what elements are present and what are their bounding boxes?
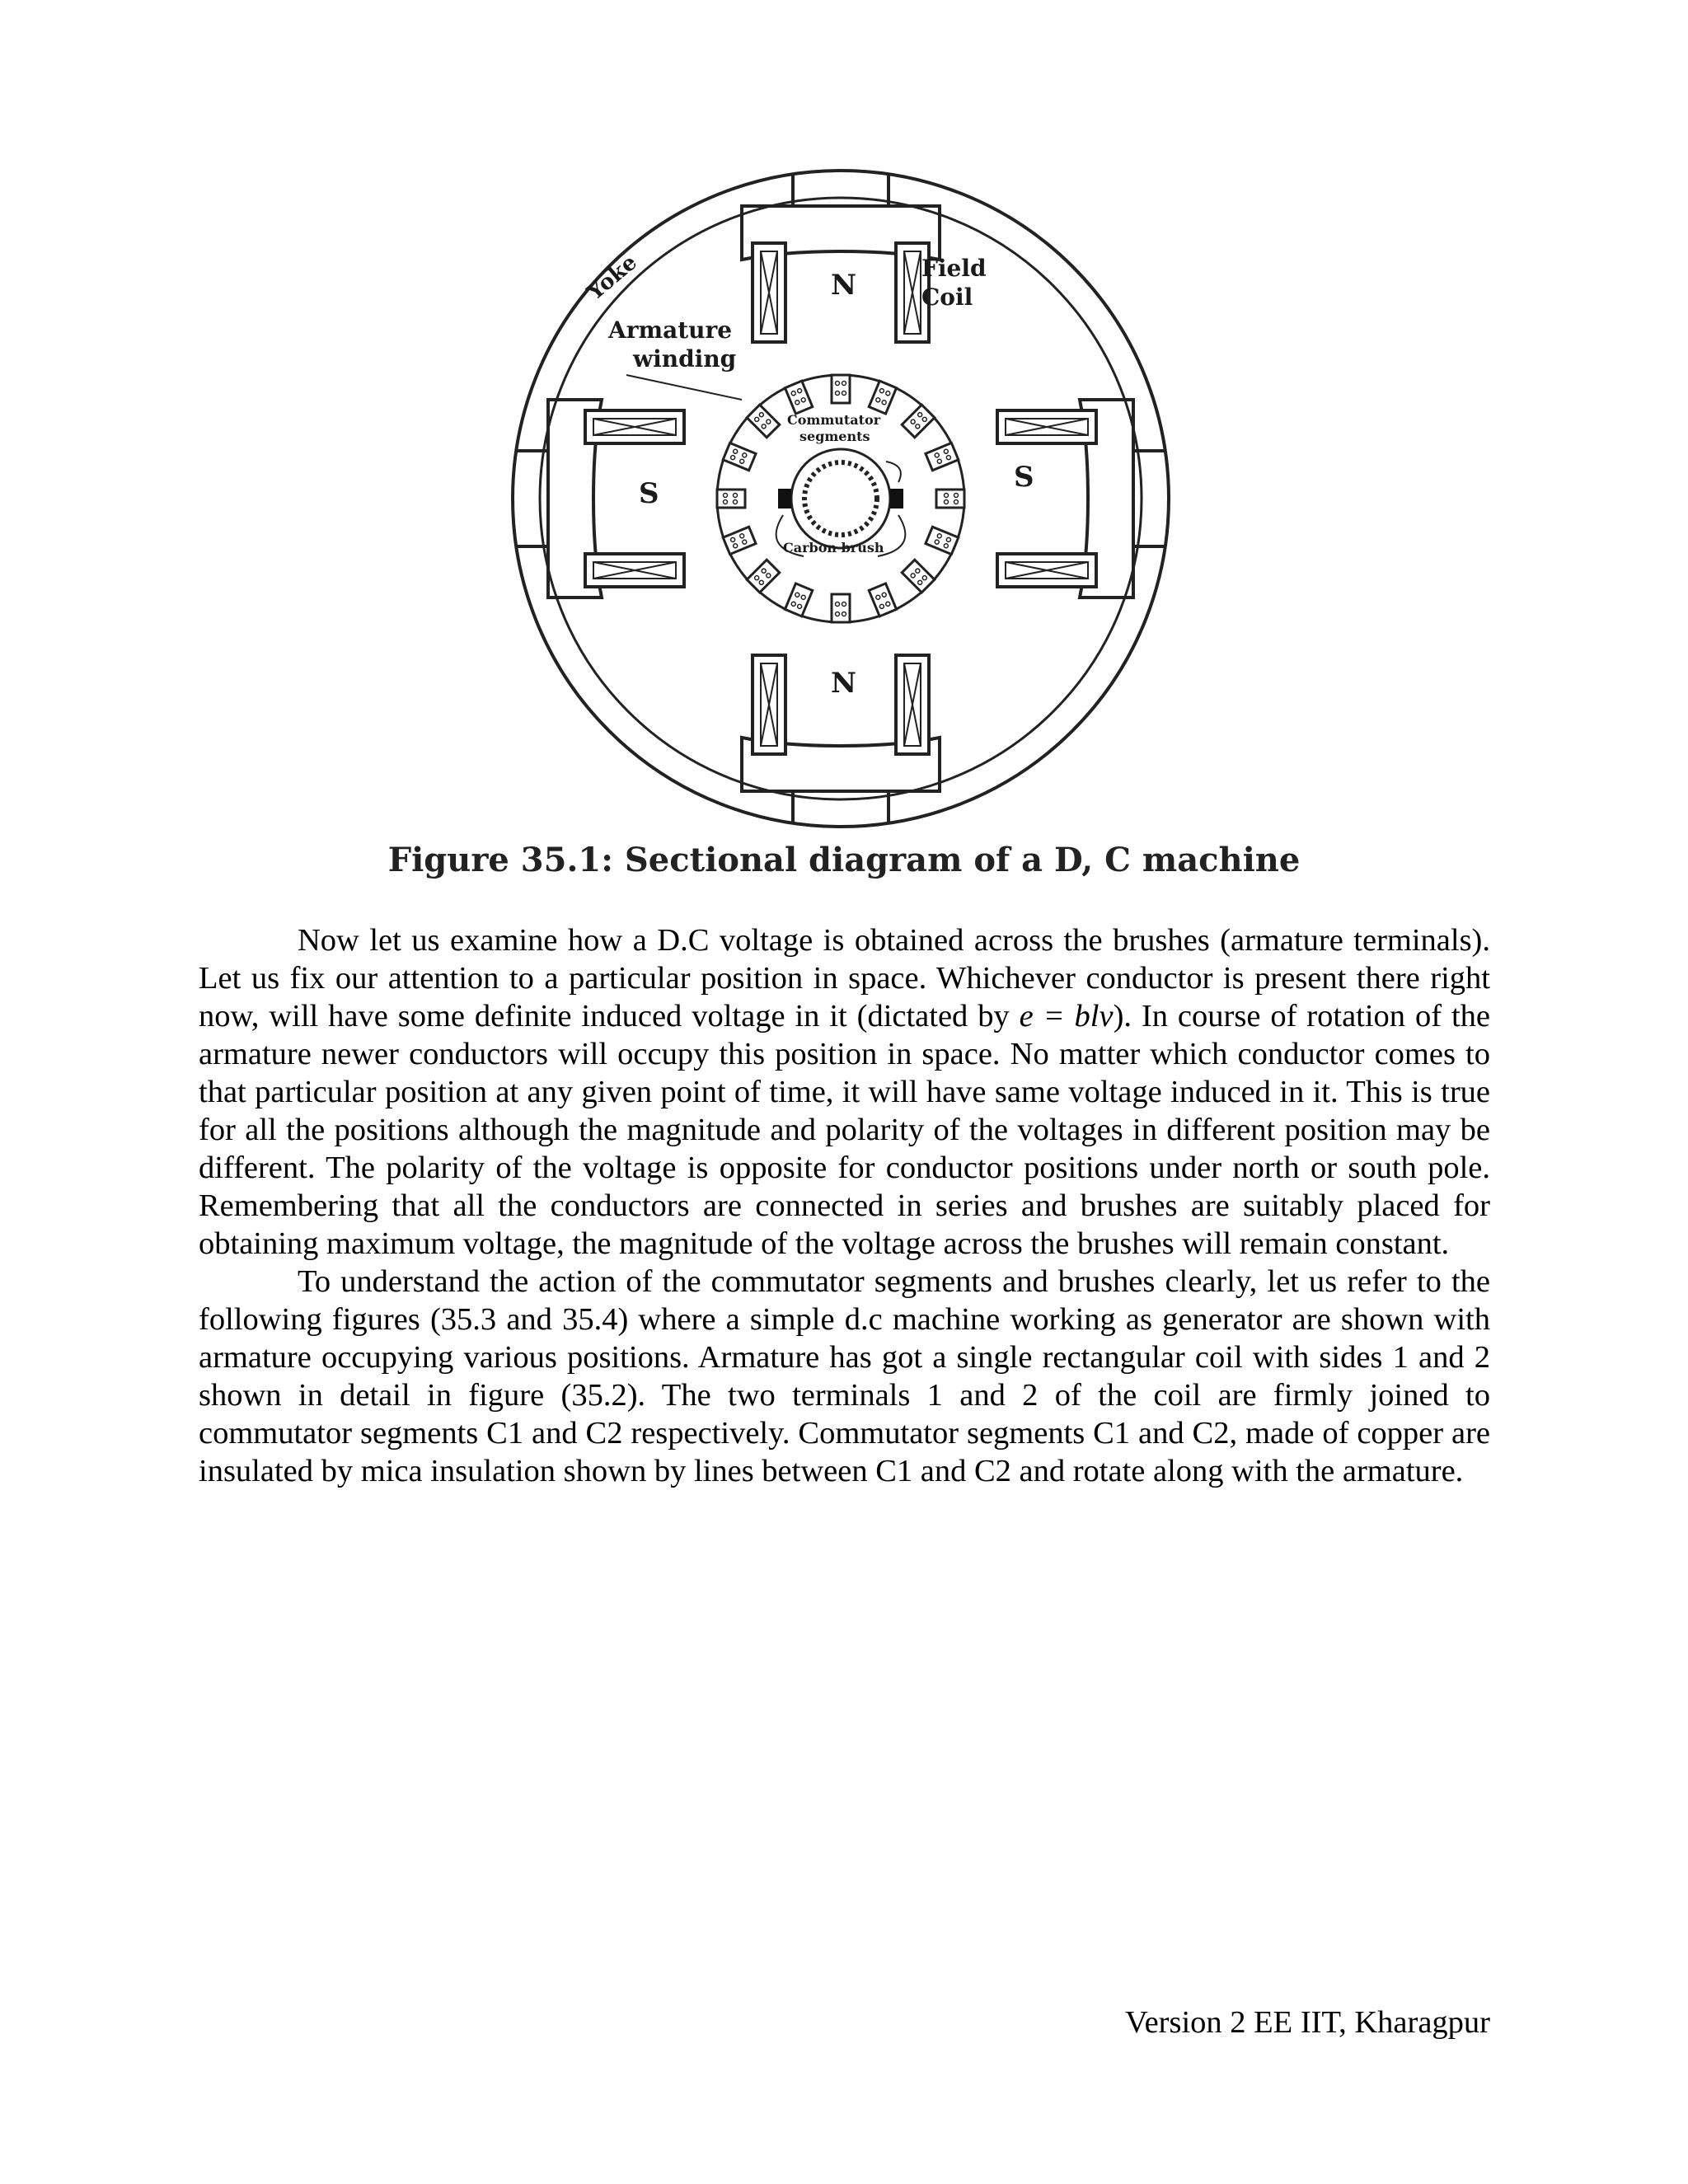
body-text <box>199 921 1490 1490</box>
yoke-label: Yoke <box>583 250 642 306</box>
commutator-label-1: Commutator <box>787 412 881 428</box>
armature-label-1: Armature <box>608 316 733 344</box>
field-coil-label-1: Field <box>921 255 987 282</box>
armature-slot <box>902 405 935 438</box>
armature-slot <box>869 381 896 414</box>
armature-slot <box>926 443 959 470</box>
armature-slot <box>723 527 756 554</box>
commutator-segments <box>804 462 877 535</box>
paragraph-2: To understand the action of the commutator segments and brushes clearly, let us refer to the following figures (35.3 and 35.4) where a simple d.c machine working as generator are shown with armature occupying various positions. Armature has got a single rectangular coil with sides 1 and 2 shown in detail in figure (35.2). The two terminals 1 and 2 of the coil are firmly joined to commutator segments C1 and C2 respectively. Commutator segments C1 and C2, made of copper are insulated by mica insulation shown by lines between C1 and C2 and rotate along with the armature. <box>199 1264 1490 1488</box>
pole-right-label: S <box>1014 461 1034 494</box>
commutator-label-2: segments <box>799 429 870 444</box>
figure-caption: Figure 35.1: Sectional diagram of a D, C machine <box>387 841 1301 879</box>
equation: e = blv <box>1019 999 1114 1033</box>
armature-slot <box>832 375 850 403</box>
armature-slot <box>717 490 745 508</box>
field-coil-label-2: Coil <box>921 284 973 311</box>
armature-slot <box>747 405 780 438</box>
armature-slot <box>832 594 850 622</box>
armature-slot <box>936 490 964 508</box>
pole-bottom-label: N <box>831 667 857 700</box>
paragraph-1-part-a: Now let us examine how a D.C voltage is obtained across the brushes (armature terminals). Let us fix our attention to a particular position in space. Whichever conductor is present there right now, will have some definite induced voltage in it (dictated by <box>199 923 1490 1033</box>
dc-machine-diagram <box>503 161 1179 837</box>
carbon-brush-right <box>890 489 903 509</box>
page-footer: Version 2 EE IIT, Kharagpur <box>1125 2005 1490 2040</box>
armature-slot <box>723 443 756 470</box>
paragraph-1 <box>199 921 1490 1263</box>
dc-machine-figure <box>503 161 1179 837</box>
pole-top-label: N <box>831 269 857 302</box>
carbon-brush-label: Carbon brush <box>783 540 884 555</box>
pole-left-label: S <box>639 477 659 510</box>
carbon-brush-left <box>778 489 791 509</box>
armature-label-2: winding <box>633 345 737 373</box>
armature-slot <box>902 560 935 593</box>
armature-slot <box>926 527 959 554</box>
armature-slot <box>785 381 812 414</box>
armature-slot <box>785 583 812 616</box>
paragraph-1-part-b: ). In course of rotation of the armature newer conductors will occupy this position in space. No matter which conductor comes to that particular position at any given point of time, it will have same voltage induced in it. This is true for all the positions although the magnitude and polarity of the voltages in different position may be different. The polarity of the voltage is opposite for conductor positions under north or south pole. Remembering that all the conductors are connected in series and brushes are suitably placed for obtaining maximum voltage, the magnitude of the voltage across the brushes will remain constant. <box>199 999 1490 1261</box>
armature-slot <box>869 583 896 616</box>
armature-slot <box>747 560 780 593</box>
